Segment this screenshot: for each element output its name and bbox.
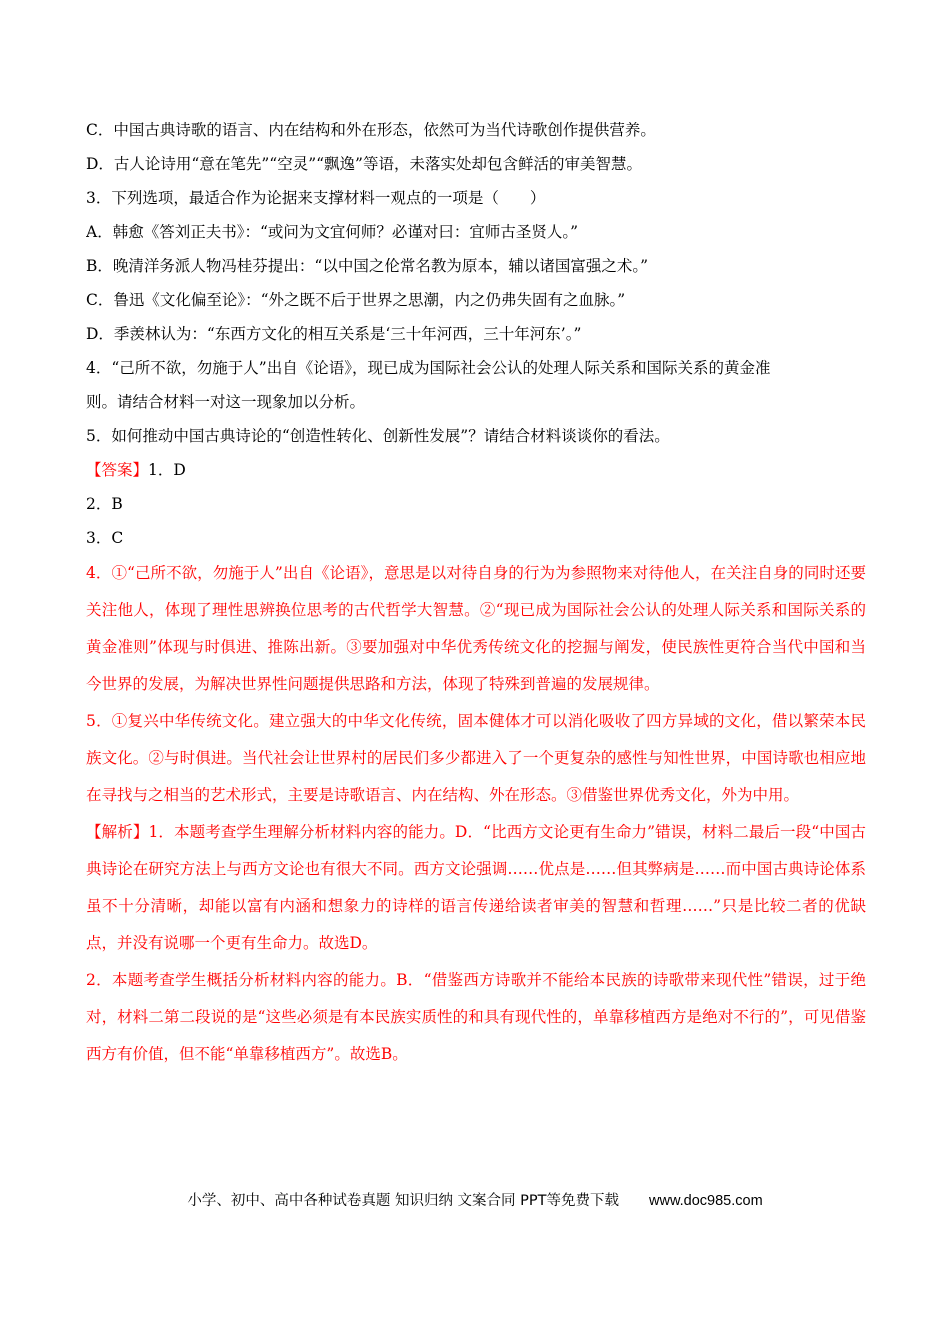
- answer-2: 2．B: [86, 495, 123, 513]
- q3-stem: 3．下列选项，最适合作为论据来支撑材料一观点的一项是（ ）: [86, 189, 546, 207]
- analysis-1: [86, 814, 866, 962]
- footer-text: 小学、初中、高中各种试卷真题 知识归纳 文案合同 PPT等免费下载: [187, 1193, 620, 1209]
- document-body: [86, 113, 866, 1073]
- q3-option-b: B．晚清洋务派人物冯桂芬提出：“以中国之伦常名教为原本，辅以诸国富强之术。”: [86, 257, 648, 275]
- answer-5: 5．①复兴中华传统文化。建立强大的中华文化传统，固本健体才可以消化吸收了四方异域的文化，借以繁荣本民族文化。②与时俱进。当代社会让世界村的居民们多少都进入了一个更复杂的感性与知性世界，中国诗歌也相应地在寻找与之相当的艺术形式，主要是诗歌语言、内在结构、外在形态。③借鉴世界优秀文化，外为中用。: [86, 712, 866, 804]
- answer-3: 3．C: [86, 529, 124, 547]
- answer-1: [86, 453, 866, 487]
- analysis-label: 【解析】: [86, 823, 149, 841]
- answer-1-text: 1．D: [148, 461, 186, 479]
- q3-option-c: C．鲁迅《文化偏至论》：“外之既不后于世界之思潮，内之仍弗失固有之血脉。”: [86, 291, 626, 309]
- answer-label: 【答案】: [86, 461, 149, 479]
- page-footer: [0, 1189, 950, 1210]
- answer-4: 4．①“己所不欲，勿施于人”出自《论语》，意思是以对待自身的行为为参照物来对待他人，在关注自身的同时还要关注他人，体现了理性思辨换位思考的古代哲学大智慧。②“现已成为国际社会公认的处理人际关系和国际关系的黄金准则”体现与时俱进、推陈出新。③要加强对中华优秀传统文化的挖掘与阐发，使民族性更符合当代中国和当今世界的发展，为解决世界性问题提供思路和方法，体现了特殊到普遍的发展规律。: [86, 564, 866, 693]
- analysis-2: 2．本题考查学生概括分析材料内容的能力。B．“借鉴西方诗歌并不能给本民族的诗歌带来现代性”错误，过于绝对，材料二第二段说的是“这些必须是有本民族实质性的和具有现代性的，单靠移植西方是绝对不行的”，可见借鉴西方有价值，但不能“单靠移植西方”。故选B。: [86, 971, 866, 1063]
- q3-option-d: D．季羡林认为：“东西方文化的相互关系是‘三十年河西，三十年河东’。”: [86, 325, 582, 343]
- q3-option-a: A．韩愈《答刘正夫书》：“或问为文宜何师？必谨对曰：宜师古圣贤人。”: [86, 223, 579, 241]
- q4-stem-line2: 则。请结合材料一对这一现象加以分析。: [86, 393, 366, 411]
- q2-option-d: D．古人论诗用“意在笔先”“空灵”“飘逸”等语，未落实处却包含鲜活的审美智慧。: [86, 155, 642, 173]
- q5-stem: 5．如何推动中国古典诗论的“创造性转化、创新性发展”？请结合材料谈谈你的看法。: [86, 427, 670, 445]
- q2-option-c: C．中国古典诗歌的语言、内在结构和外在形态，依然可为当代诗歌创作提供营养。: [86, 121, 656, 139]
- q4-stem-line1: 4．“己所不欲，勿施于人”出自《论语》，现已成为国际社会公认的处理人际关系和国际关系的黄金准: [86, 359, 771, 377]
- footer-site-link[interactable]: www.doc985.com: [649, 1193, 763, 1209]
- analysis-1-text: 1．本题考查学生理解分析材料内容的能力。D．“比西方文论更有生命力”错误，材料二最后一段“中国古典诗论在研究方法上与西方文论也有很大不同。西方文论强调……优点是……但其弊病是……而中国古典诗论体系虽不十分清晰，却能以富有内涵和想象力的诗样的语言传递给读者审美的智慧和哲理……”只是比较二者的优缺点，并没有说哪一个更有生命力。故选D。: [86, 823, 866, 952]
